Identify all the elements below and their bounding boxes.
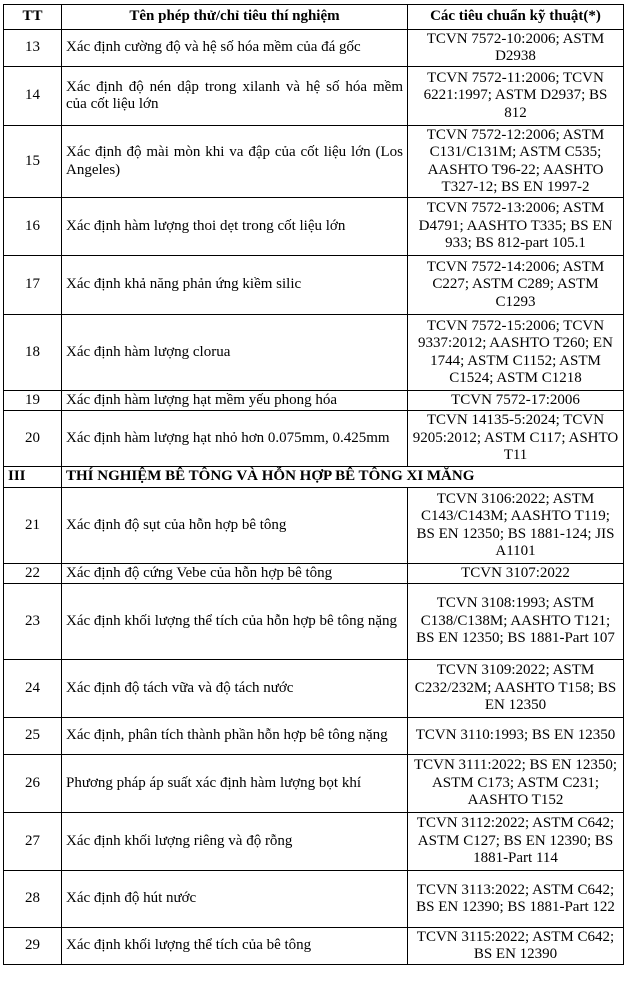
standards: TCVN 7572-17:2006 — [408, 391, 624, 411]
table-row — [4, 584, 624, 660]
table-row — [4, 871, 624, 928]
row-number: 16 — [4, 198, 62, 256]
row-number: 23 — [4, 584, 62, 660]
test-name: Xác định độ tách vữa và độ tách nước — [62, 660, 408, 718]
standards: TCVN 7572-12:2006; ASTM C131/C131M; ASTM C535; AASHTO T96-22; AASHTO T327-12; BS EN 1997-2 — [408, 126, 624, 198]
section-row — [4, 467, 624, 488]
test-name: Xác định khả năng phản ứng kiềm silic — [62, 256, 408, 315]
test-name: Xác định cường độ và hệ số hóa mềm của đá gốc — [62, 30, 408, 67]
standards: TCVN 3106:2022; ASTM C143/C143M; AASHTO T119; BS EN 12350; BS 1881-124; JIS A1101 — [408, 488, 624, 564]
standards: TCVN 7572-14:2006; ASTM C227; ASTM C289; ASTM C1293 — [408, 256, 624, 315]
header-standards: Các tiêu chuẩn kỹ thuật(*) — [408, 5, 624, 30]
table-header-row — [4, 5, 624, 30]
section-number: III — [4, 467, 62, 488]
table-row — [4, 67, 624, 126]
standards: TCVN 3111:2022; BS EN 12350; ASTM C173; ASTM C231; AASHTO T152 — [408, 755, 624, 813]
standards: TCVN 7572-10:2006; ASTM D2938 — [408, 30, 624, 67]
standards: TCVN 7572-13:2006; ASTM D4791; AASHTO T335; BS EN 933; BS 812-part 105.1 — [408, 198, 624, 256]
row-number: 14 — [4, 67, 62, 126]
table-row — [4, 718, 624, 755]
test-name: Xác định độ mài mòn khi va đập của cốt liệu lớn (Los Angeles) — [62, 126, 408, 198]
test-name: Xác định hàm lượng hạt nhỏ hơn 0.075mm, 0.425mm — [62, 411, 408, 467]
standards: TCVN 14135-5:2024; TCVN 9205:2012; ASTM C117; ASHTO T11 — [408, 411, 624, 467]
table-row — [4, 660, 624, 718]
test-name: Xác định độ nén dập trong xilanh và hệ số hóa mềm của cốt liệu lớn — [62, 67, 408, 126]
standards: TCVN 3107:2022 — [408, 564, 624, 584]
row-number: 27 — [4, 813, 62, 871]
row-number: 28 — [4, 871, 62, 928]
standards: TCVN 3109:2022; ASTM C232/232M; AASHTO T158; BS EN 12350 — [408, 660, 624, 718]
table-row — [4, 126, 624, 198]
test-name: Xác định độ sụt của hỗn hợp bê tông — [62, 488, 408, 564]
table-row — [4, 488, 624, 564]
table-row — [4, 755, 624, 813]
header-test-name: Tên phép thử/chỉ tiêu thí nghiệm — [62, 5, 408, 30]
test-name: Xác định độ hút nước — [62, 871, 408, 928]
table-row — [4, 928, 624, 965]
row-number: 18 — [4, 315, 62, 391]
test-name: Phương pháp áp suất xác định hàm lượng bọt khí — [62, 755, 408, 813]
test-name: Xác định khối lượng thể tích của bê tông — [62, 928, 408, 965]
row-number: 29 — [4, 928, 62, 965]
test-name: Xác định hàm lượng clorua — [62, 315, 408, 391]
row-number: 19 — [4, 391, 62, 411]
table-row — [4, 30, 624, 67]
table-row — [4, 564, 624, 584]
row-number: 25 — [4, 718, 62, 755]
test-name: Xác định, phân tích thành phần hỗn hợp bê tông nặng — [62, 718, 408, 755]
section-title: THÍ NGHIỆM BÊ TÔNG VÀ HỖN HỢP BÊ TÔNG XI MĂNG — [62, 467, 624, 488]
test-name: Xác định hàm lượng thoi dẹt trong cốt liệu lớn — [62, 198, 408, 256]
table-row — [4, 315, 624, 391]
standards: TCVN 3112:2022; ASTM C642; ASTM C127; BS EN 12390; BS 1881-Part 114 — [408, 813, 624, 871]
test-name: Xác định khối lượng riêng và độ rỗng — [62, 813, 408, 871]
row-number: 15 — [4, 126, 62, 198]
row-number: 26 — [4, 755, 62, 813]
standards: TCVN 7572-15:2006; TCVN 9337:2012; AASHTO T260; EN 1744; ASTM C1152; ASTM C1524; ASTM C1218 — [408, 315, 624, 391]
row-number: 13 — [4, 30, 62, 67]
standards: TCVN 7572-11:2006; TCVN 6221:1997; ASTM D2937; BS 812 — [408, 67, 624, 126]
row-number: 21 — [4, 488, 62, 564]
table-body — [4, 30, 624, 965]
row-number: 17 — [4, 256, 62, 315]
table-row — [4, 813, 624, 871]
table-row — [4, 198, 624, 256]
test-name: Xác định khối lượng thể tích của hỗn hợp bê tông nặng — [62, 584, 408, 660]
row-number: 22 — [4, 564, 62, 584]
test-name: Xác định hàm lượng hạt mềm yếu phong hóa — [62, 391, 408, 411]
standards: TCVN 3108:1993; ASTM C138/C138M; AASHTO T121; BS EN 12350; BS 1881-Part 107 — [408, 584, 624, 660]
test-name: Xác định độ cứng Vebe của hỗn hợp bê tông — [62, 564, 408, 584]
row-number: 20 — [4, 411, 62, 467]
table-row — [4, 411, 624, 467]
standards-table — [3, 4, 624, 965]
header-tt: TT — [4, 5, 62, 30]
standards: TCVN 3110:1993; BS EN 12350 — [408, 718, 624, 755]
standards: TCVN 3113:2022; ASTM C642; BS EN 12390; BS 1881-Part 122 — [408, 871, 624, 928]
row-number: 24 — [4, 660, 62, 718]
table-row — [4, 391, 624, 411]
table-row — [4, 256, 624, 315]
standards: TCVN 3115:2022; ASTM C642; BS EN 12390 — [408, 928, 624, 965]
